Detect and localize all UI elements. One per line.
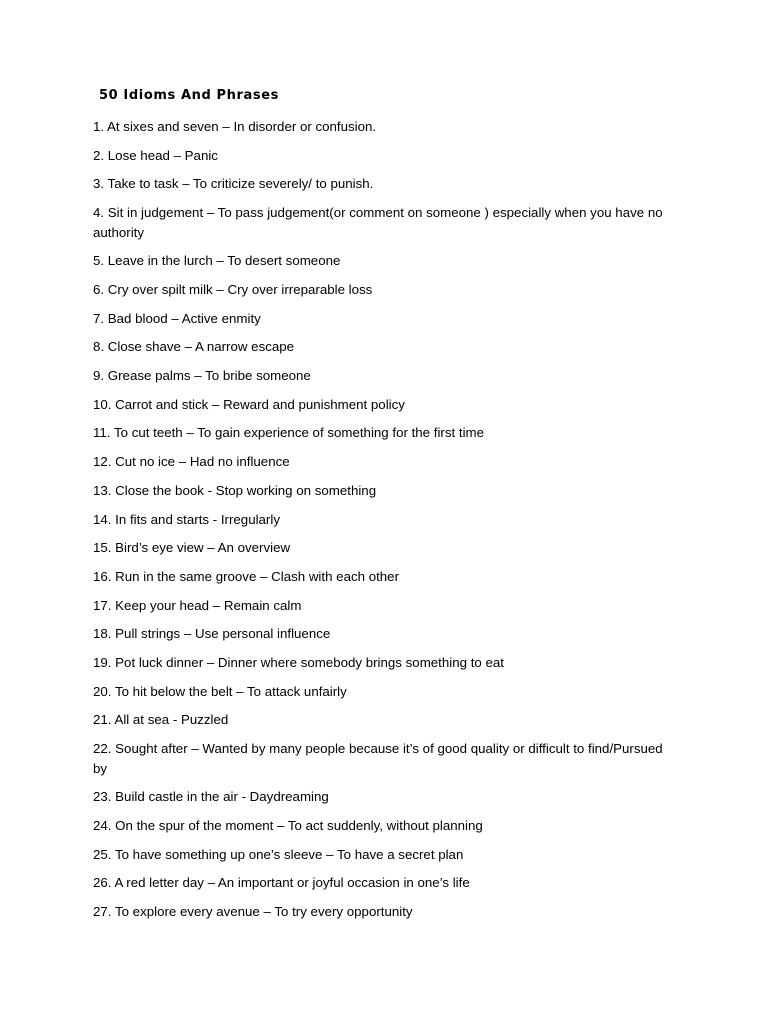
idiom-item: 23. Build castle in the air - Daydreaming bbox=[93, 789, 329, 805]
idiom-item: 10. Carrot and stick – Reward and punishment policy bbox=[93, 396, 405, 412]
idiom-item: 27. To explore every avenue – To try every opportunity bbox=[93, 904, 413, 920]
idiom-item: 17. Keep your head – Remain calm bbox=[93, 597, 302, 613]
idiom-item: 9. Grease palms – To bribe someone bbox=[93, 368, 311, 384]
idiom-item: 22. Sought after – Wanted by many people because it’s of good quality or difficult to find/Pursued by bbox=[93, 741, 663, 776]
idiom-item: 1. At sixes and seven – In disorder or confusion. bbox=[93, 119, 377, 134]
idiom-item: 8. Close shave – A narrow escape bbox=[93, 339, 295, 355]
idiom-item: 7. Bad blood – Active enmity bbox=[93, 310, 261, 326]
idiom-item: 25. To have something up one’s sleeve – To have a secret plan bbox=[93, 846, 464, 862]
idiom-item: 5. Leave in the lurch – To desert someone bbox=[93, 253, 341, 269]
idiom-item: 26. A red letter day – An important or joyful occasion in one’s life bbox=[93, 875, 470, 891]
idiom-item: 16. Run in the same groove – Clash with each other bbox=[93, 568, 400, 584]
idiom-item: 21. All at sea - Puzzled bbox=[93, 712, 229, 728]
idiom-item: 2. Lose head – Panic bbox=[93, 147, 218, 163]
document-title: 50 Idioms And Phrases bbox=[99, 88, 279, 103]
idiom-item: 20. To hit below the belt – To attack unfairly bbox=[93, 683, 347, 699]
idiom-item: 12. Cut no ice – Had no influence bbox=[93, 454, 290, 470]
idiom-item: 3. Take to task – To criticize severely/ to punish. bbox=[93, 176, 374, 192]
idiom-item: 14. In fits and starts - Irregularly bbox=[93, 511, 280, 527]
idiom-item: 18. Pull strings – Use personal influence bbox=[93, 626, 331, 642]
idiom-list bbox=[93, 117, 673, 931]
idiom-item: 15. Bird’s eye view – An overview bbox=[93, 540, 291, 556]
idiom-item: 4. Sit in judgement – To pass judgement(or comment on someone ) especially when you have no authority bbox=[93, 205, 663, 240]
idiom-item: 24. On the spur of the moment – To act suddenly, without planning bbox=[93, 818, 483, 833]
idiom-item: 11. To cut teeth – To gain experience of something for the first time bbox=[93, 425, 485, 441]
idiom-item: 6. Cry over spilt milk – Cry over irreparable loss bbox=[93, 282, 373, 298]
idiom-item: 19. Pot luck dinner – Dinner where somebody brings something to eat bbox=[93, 654, 504, 670]
idiom-item: 13. Close the book - Stop working on something bbox=[93, 482, 377, 498]
